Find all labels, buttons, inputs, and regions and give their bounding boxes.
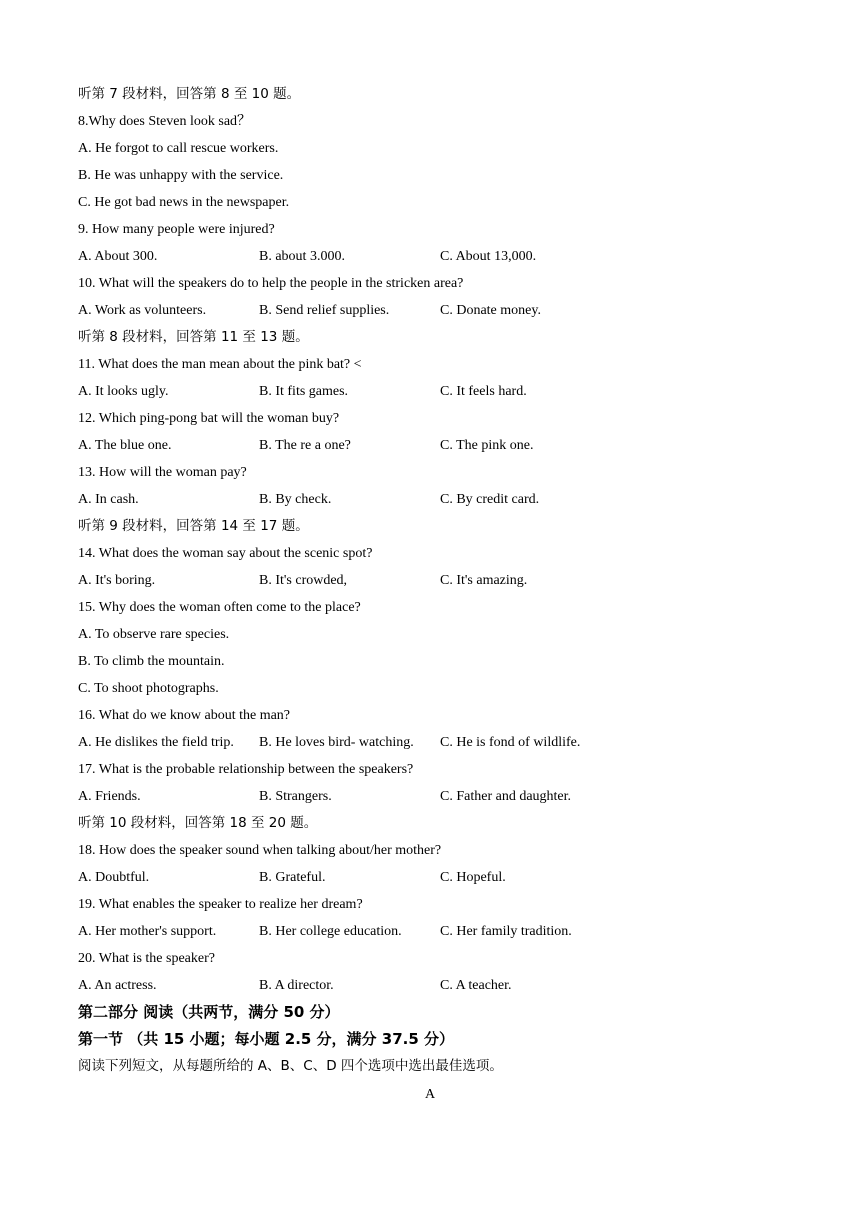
- q9-option-a: A. About 300.: [78, 249, 158, 264]
- section1-heading: 第一节 （共 15 小题；每小题 2.5 分，满分 37.5 分）: [78, 1030, 455, 1048]
- q18-option-b: B. Grateful.: [259, 870, 326, 885]
- q10-options: [78, 297, 541, 324]
- question-10: 10. What will the speakers do to help the people in the stricken area?: [78, 276, 464, 291]
- part2-heading: 第二部分 阅读（共两节，满分 50 分）: [78, 1003, 340, 1021]
- q16-option-a: A. He dislikes the field trip.: [78, 735, 234, 750]
- question-11: 11. What does the man mean about the pink bat? <: [78, 357, 362, 372]
- q19-option-a: A. Her mother's support.: [78, 924, 217, 939]
- q17-options: [78, 783, 571, 810]
- q19-option-c: C. Her family tradition.: [440, 924, 572, 939]
- q10-option-c: C. Donate money.: [440, 303, 541, 318]
- section8-intro: 听第 8 段材料，回答第 11 至 13 题。: [78, 329, 309, 345]
- question-19: 19. What enables the speaker to realize her dream?: [78, 897, 363, 912]
- passage-label: A: [424, 1087, 436, 1102]
- q11-options: [78, 378, 527, 405]
- q10-option-a: A. Work as volunteers.: [78, 303, 207, 318]
- q12-option-c: C. The pink one.: [440, 438, 534, 453]
- q18-options: [78, 864, 506, 891]
- q8-option-a: A. He forgot to call rescue workers.: [78, 141, 279, 156]
- q20-options: [78, 972, 512, 999]
- q9-option-b: B. about 3.000.: [259, 249, 345, 264]
- q19-options: [78, 918, 572, 945]
- reading-instruction: 阅读下列短文，从每题所给的 A、B、C、D 四个选项中选出最佳选项。: [78, 1058, 503, 1074]
- question-18: 18. How does the speaker sound when talking about/her mother?: [78, 843, 442, 858]
- q16-option-c: C. He is fond of wildlife.: [440, 735, 581, 750]
- question-17: 17. What is the probable relationship between the speakers?: [78, 762, 414, 777]
- q13-option-a: A. In cash.: [78, 492, 139, 507]
- q17-option-a: A. Friends.: [78, 789, 141, 804]
- q8-option-c: C. He got bad news in the newspaper.: [78, 195, 290, 210]
- q13-option-c: C. By credit card.: [440, 492, 540, 507]
- q18-option-a: A. Doubtful.: [78, 870, 150, 885]
- q20-option-c: C. A teacher.: [440, 978, 512, 993]
- question-9: 9. How many people were injured?: [78, 222, 275, 237]
- q12-option-b: B. The re a one?: [259, 438, 351, 453]
- question-13: 13. How will the woman pay?: [78, 465, 247, 480]
- q20-option-a: A. An actress.: [78, 978, 157, 993]
- q15-option-a: A. To observe rare species.: [78, 627, 230, 642]
- q9-option-c: C. About 13,000.: [440, 249, 537, 264]
- question-12: 12. Which ping-pong bat will the woman buy?: [78, 411, 340, 426]
- q15-option-b: B. To climb the mountain.: [78, 654, 225, 669]
- q14-option-c: C. It's amazing.: [440, 573, 528, 588]
- q8-option-b: B. He was unhappy with the service.: [78, 168, 284, 183]
- q14-option-b: B. It's crowded,: [259, 573, 348, 588]
- q9-options: [78, 243, 536, 270]
- question-8: 8.Why does Steven look sad？: [78, 114, 252, 129]
- q17-option-c: C. Father and daughter.: [440, 789, 572, 804]
- q14-option-a: A. It's boring.: [78, 573, 156, 588]
- section10-intro: 听第 10 段材料，回答第 18 至 20 题。: [78, 815, 318, 831]
- question-14: 14. What does the woman say about the scenic spot?: [78, 546, 373, 561]
- q12-options: [78, 432, 533, 459]
- question-20: 20. What is the speaker?: [78, 951, 215, 966]
- q14-options: [78, 567, 527, 594]
- q11-option-a: A. It looks ugly.: [78, 384, 169, 399]
- q13-options: [78, 486, 539, 513]
- section9-intro: 听第 9 段材料，回答第 14 至 17 题。: [78, 518, 309, 534]
- q11-option-c: C. It feels hard.: [440, 384, 527, 399]
- q10-option-b: B. Send relief supplies.: [259, 303, 390, 318]
- question-15: 15. Why does the woman often come to the place?: [78, 600, 361, 615]
- q16-option-b: B. He loves bird- watching.: [259, 735, 414, 750]
- q15-option-c: C. To shoot photographs.: [78, 681, 219, 696]
- q11-option-b: B. It fits games.: [259, 384, 349, 399]
- q12-option-a: A. The blue one.: [78, 438, 172, 453]
- q17-option-b: B. Strangers.: [259, 789, 332, 804]
- q16-options: [78, 729, 580, 756]
- q13-option-b: B. By check.: [259, 492, 332, 507]
- q20-option-b: B. A director.: [259, 978, 334, 993]
- q18-option-c: C. Hopeful.: [440, 870, 506, 885]
- question-16: 16. What do we know about the man?: [78, 708, 291, 723]
- section7-intro: 听第 7 段材料，回答第 8 至 10 题。: [78, 86, 301, 102]
- q19-option-b: B. Her college education.: [259, 924, 402, 939]
